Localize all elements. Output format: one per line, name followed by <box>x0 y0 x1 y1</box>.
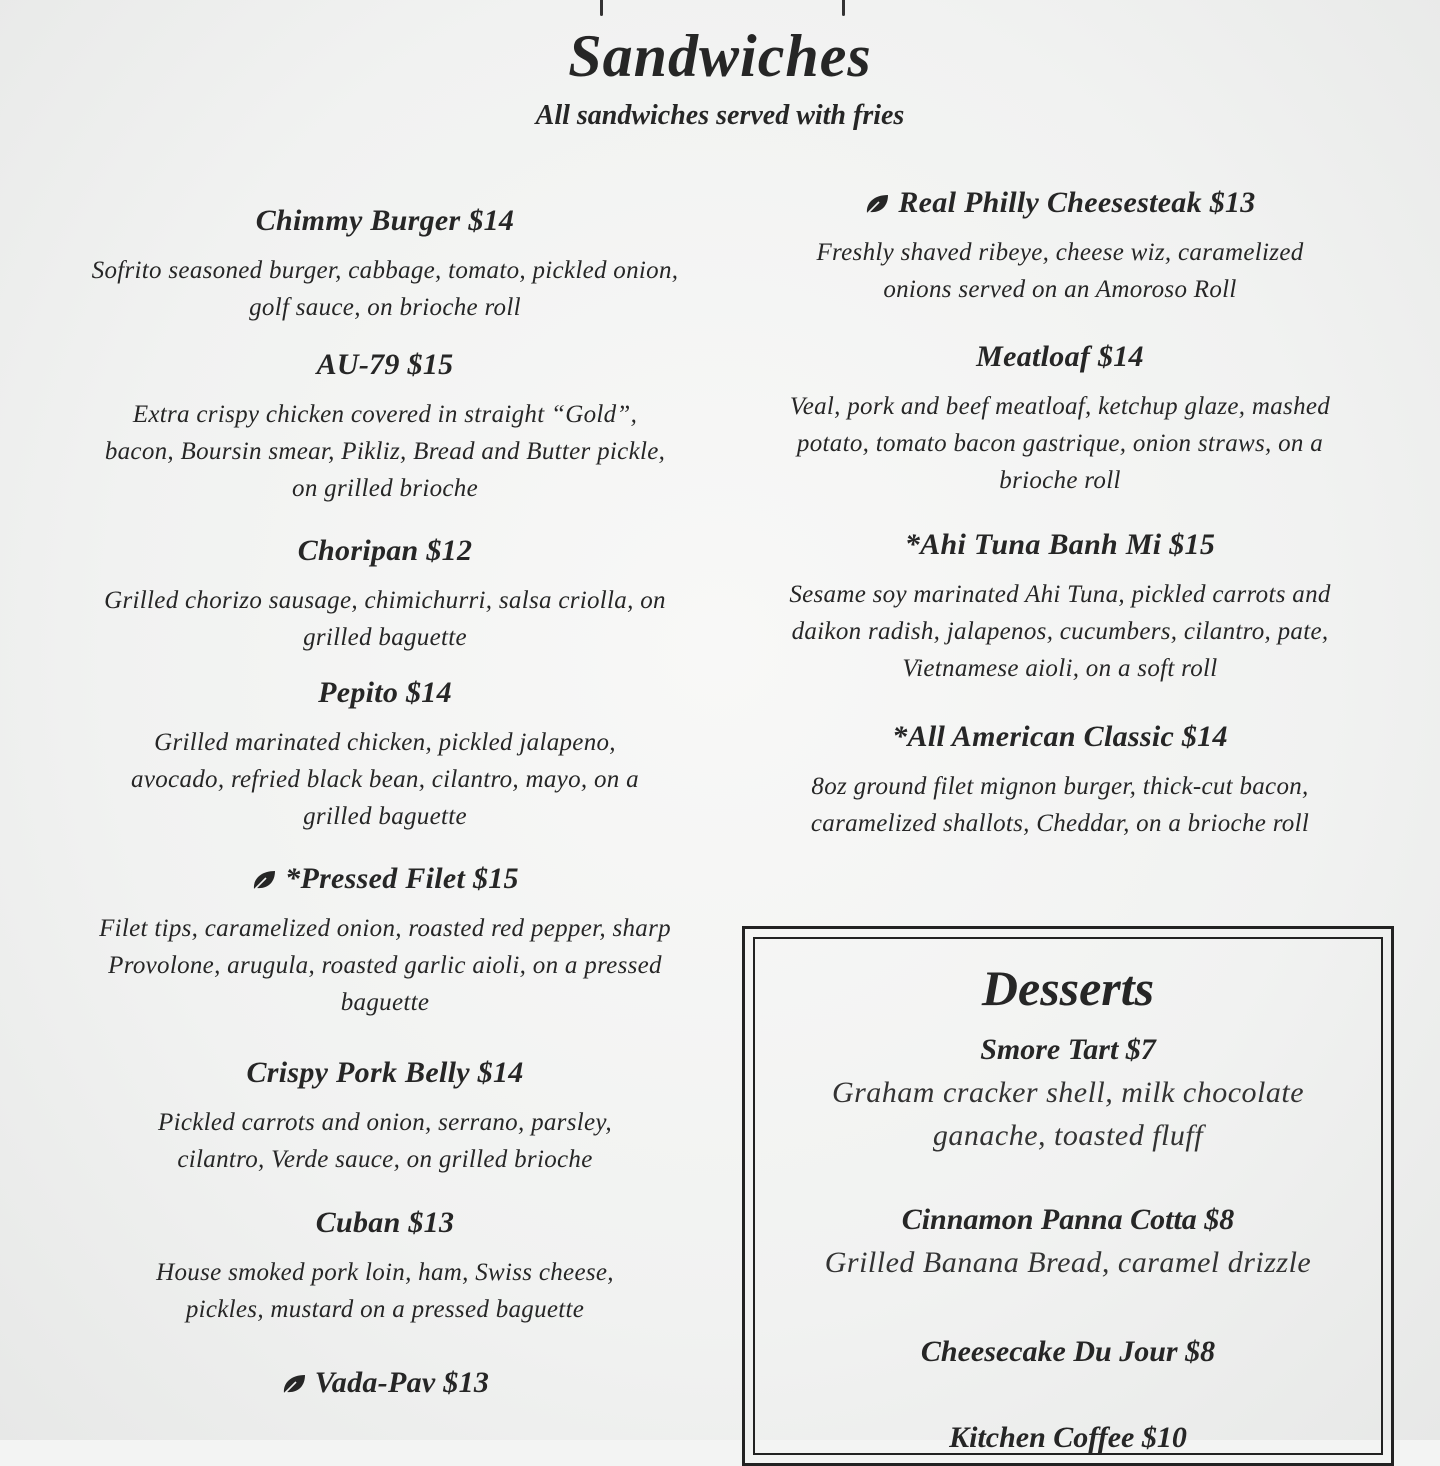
menu-item-description: Pickled carrots and onion, serrano, parsley, cilantro, Verde sauce, on grilled brioche <box>158 1109 612 1173</box>
dessert-item-name: Cinnamon Panna Cotta $8 <box>901 1203 1235 1236</box>
menu-item-name <box>90 862 680 896</box>
dessert-item <box>745 1421 1391 1459</box>
menu-item-name: Meatloaf $14 <box>976 340 1144 373</box>
menu-item <box>90 348 680 507</box>
desserts-box <box>742 926 1394 1466</box>
page-subtitle: All sandwiches served with fries <box>535 100 905 131</box>
menu-item <box>760 186 1360 308</box>
menu-item-description: Extra crispy chicken covered in straight “Gold”, bacon, Boursin smear, Pikliz, Bread and Butter pickle, on grilled brioche <box>104 401 666 502</box>
menu-item-name-text: Real Philly Cheesesteak $13 <box>898 186 1256 219</box>
menu-item-name: *All American Classic $14 <box>892 720 1228 753</box>
menu-item-description: Sofrito seasoned burger, cabbage, tomato, pickled onion, golf sauce, on brioche roll <box>91 257 679 321</box>
dessert-item <box>745 1033 1391 1157</box>
menu-item-name <box>760 186 1360 220</box>
menu-item <box>760 528 1360 687</box>
menu-item-description: Sesame soy marinated Ahi Tuna, pickled carrots and daikon radish, jalapenos, cucumbers, cilantro, pate, Vietnamese aioli, on a soft roll <box>789 581 1331 682</box>
menu-item <box>760 720 1360 842</box>
menu-item-name: Chimmy Burger $14 <box>255 204 515 237</box>
menu-item-name: AU-79 $15 <box>316 348 454 381</box>
menu-item-name-text: Vada-Pav $13 <box>314 1366 490 1399</box>
menu-item <box>90 862 680 1021</box>
flourish-ornament <box>600 0 603 16</box>
menu-item-name: *Ahi Tuna Banh Mi $15 <box>904 528 1216 561</box>
menu-item-name: Crispy Pork Belly $14 <box>246 1056 524 1089</box>
menu-item-name-text: *Pressed Filet $15 <box>285 862 519 895</box>
menu-item <box>760 340 1360 499</box>
page-title: Sandwiches <box>568 23 872 89</box>
menu-item-description: Filet tips, caramelized onion, roasted red pepper, sharp Provolone, arugula, roasted garlic aioli, on a pressed baguette <box>99 915 671 1016</box>
dessert-item-description: Grilled Banana Bread, caramel drizzle <box>824 1246 1312 1279</box>
menu-item-name: Choripan $12 <box>297 534 473 567</box>
leaf-icon <box>251 869 277 891</box>
desserts-title: Desserts <box>981 960 1155 1016</box>
menu-item-description: Veal, pork and beef meatloaf, ketchup glaze, mashed potato, tomato bacon gastrique, onion straws, on a brioche roll <box>789 393 1331 494</box>
menu-item <box>90 1056 680 1178</box>
dessert-item-description: Graham cracker shell, milk chocolate ganache, toasted fluff <box>831 1076 1305 1152</box>
dessert-item-name: Cheesecake Du Jour $8 <box>920 1335 1216 1368</box>
menu-item-description: Freshly shaved ribeye, cheese wiz, caramelized onions served on an Amoroso Roll <box>816 239 1304 303</box>
dessert-item-name: Kitchen Coffee $10 <box>949 1421 1187 1454</box>
dessert-item-name: Smore Tart $7 <box>980 1033 1156 1066</box>
menu-item <box>90 204 680 326</box>
menu-item-description: Grilled marinated chicken, pickled jalapeno, avocado, refried black bean, cilantro, mayo, on a grilled baguette <box>131 729 639 830</box>
dessert-item <box>745 1203 1391 1284</box>
leaf-icon <box>864 193 890 215</box>
menu-item-description: House smoked pork loin, ham, Swiss cheese, pickles, mustard on a pressed baguette <box>156 1259 614 1323</box>
menu-item <box>90 676 680 835</box>
leaf-icon <box>281 1373 307 1395</box>
menu-item <box>90 534 680 656</box>
menu-item-name: Pepito $14 <box>318 676 452 709</box>
menu-item-name: Cuban $13 <box>315 1206 455 1239</box>
menu-item <box>90 1206 680 1328</box>
menu-item-description: Grilled chorizo sausage, chimichurri, salsa criolla, on grilled baguette <box>104 587 666 651</box>
menu-item <box>90 1366 680 1414</box>
menu-item-name <box>90 1366 680 1400</box>
dessert-item <box>745 1335 1391 1373</box>
menu-item-description: 8oz ground filet mignon burger, thick-cut bacon, caramelized shallots, Cheddar, on a brioche roll <box>810 773 1310 837</box>
flourish-ornament <box>842 0 845 16</box>
